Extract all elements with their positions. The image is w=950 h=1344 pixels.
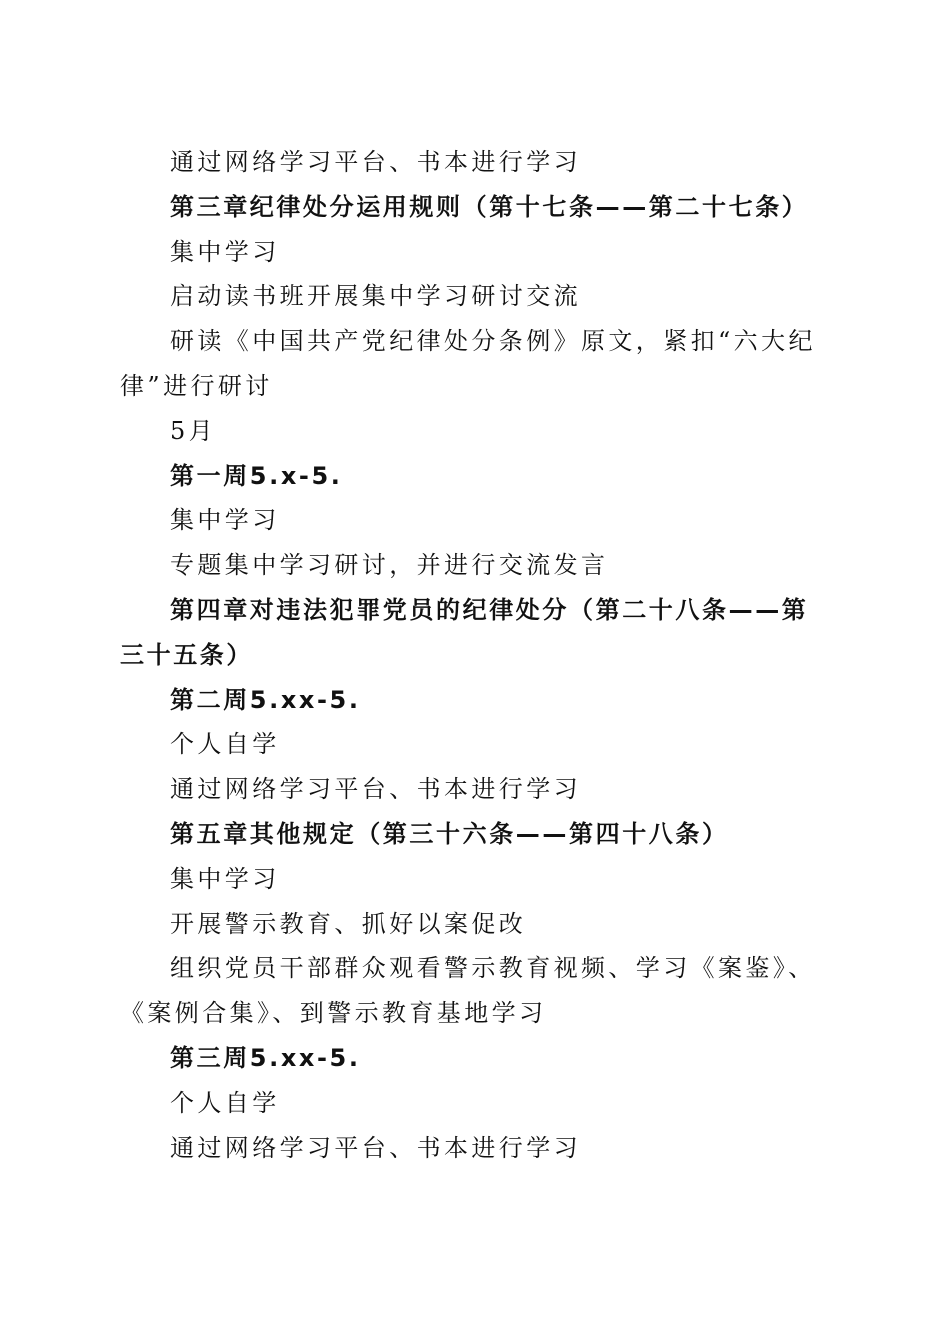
paragraph: 开展警示教育、抓好以案促改 <box>170 909 527 938</box>
paragraph: 通过网络学习平台、书本进行学习 <box>170 1133 581 1162</box>
paragraph: 集中学习 <box>170 506 280 535</box>
paragraph: 通过网络学习平台、书本进行学习 <box>170 148 581 176</box>
week-heading: 第一周5.x-5. <box>170 461 343 490</box>
paragraph: 组织党员干部群众观看警示教育视频、学习《案鉴》、《案例合集》、到警示教育基地学习 <box>120 954 816 1028</box>
chapter-heading: 第五章其他规定（第三十六条——第四十八条） <box>170 819 729 848</box>
paragraph: 集中学习 <box>170 864 280 893</box>
document-body <box>120 140 826 1170</box>
paragraph: 通过网络学习平台、书本进行学习 <box>170 775 581 804</box>
month-label: 5月 <box>170 416 217 445</box>
chapter-heading: 第四章对违法犯罪党员的纪律处分（第二十八条——第三十五条） <box>120 595 809 669</box>
paragraph: 研读《中国共产党纪律处分条例》原文，紧扣“六大纪律”进行研讨 <box>120 327 816 400</box>
week-heading: 第三周5.xx-5. <box>170 1043 361 1072</box>
paragraph: 启动读书班开展集中学习研讨交流 <box>170 282 581 311</box>
paragraph: 个人自学 <box>170 730 280 759</box>
paragraph: 专题集中学习研讨，并进行交流发言 <box>170 551 609 580</box>
week-heading: 第二周5.xx-5. <box>170 685 361 714</box>
chapter-heading: 第三章纪律处分运用规则（第十七条——第二十七条） <box>170 192 809 221</box>
paragraph: 个人自学 <box>170 1088 280 1117</box>
paragraph: 集中学习 <box>170 237 280 266</box>
